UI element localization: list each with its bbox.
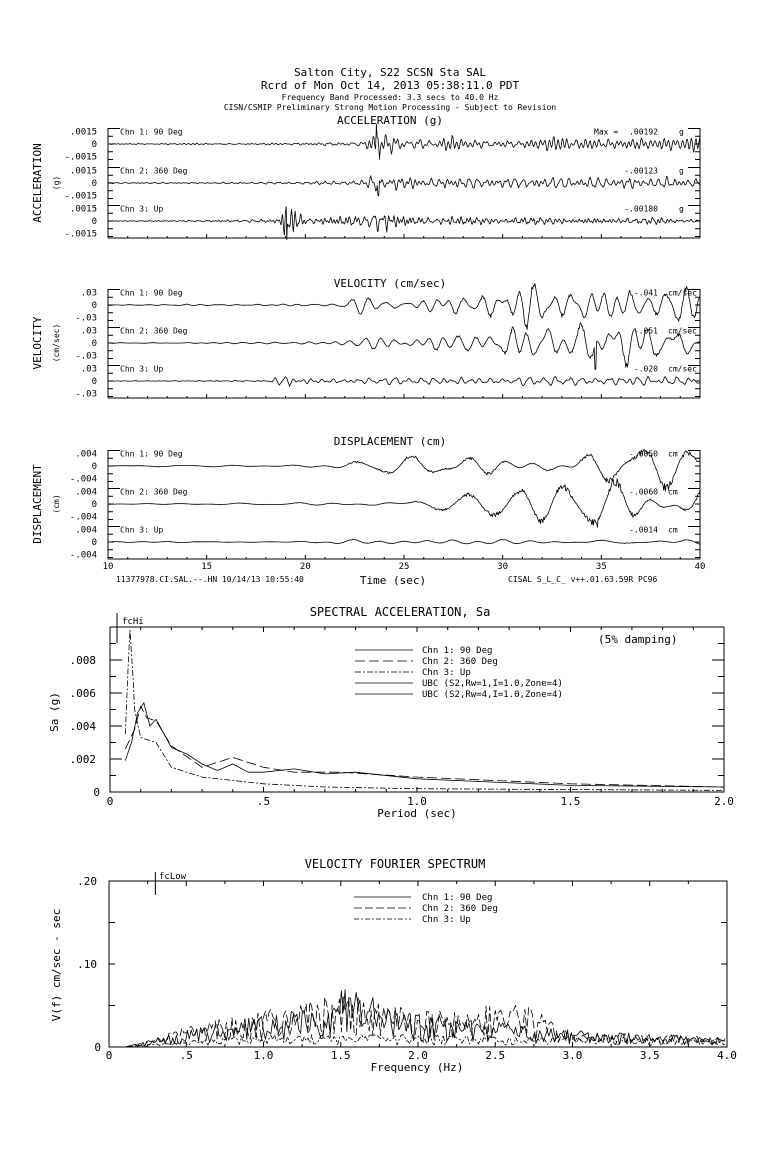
velocity-y-tick-label: .03 [80, 288, 97, 299]
velocity-yunit: (cm/sec) [52, 323, 61, 363]
acceleration-y-tick-label: -.0015 [64, 152, 97, 163]
displacement-title: DISPLACEMENT (cm) [333, 435, 447, 448]
displacement-channel-label: Chn 3: Up [120, 525, 164, 535]
velocity-trace-chn3 [108, 376, 700, 386]
acceleration-y-tick-label: -.0015 [64, 229, 97, 240]
velocity-peak-unit: cm/sec [668, 326, 697, 336]
velocity-channel-label: Chn 2: 360 Deg [120, 326, 188, 336]
time-tick-label: 20 [299, 562, 311, 572]
fourier-plot-frame [109, 881, 727, 1047]
footer-version: CISAL S_L_C_ v++.01.63.59R PC96 [508, 575, 658, 584]
acceleration-peak-value: .00192 [629, 127, 658, 137]
acceleration-channel-label: Chn 1: 90 Deg [120, 127, 183, 137]
time-tick-label: 40 [694, 562, 706, 572]
footer-record-id: 11377978.CI.SAL.--.HN 10/14/13 10:55:40 [116, 575, 304, 584]
velocity-channel-label: Chn 1: 90 Deg [120, 288, 183, 298]
fourier-y-tick-label: 0 [94, 1041, 101, 1054]
acceleration-y-tick-label: .0015 [69, 204, 97, 215]
fourier-x-tick-label: 2.5 [485, 1049, 506, 1062]
fchi-marker-label: fcHi [122, 617, 144, 627]
displacement-peak-value: -.0060 [629, 487, 658, 497]
velocity-y-tick-label: .03 [80, 364, 97, 375]
displacement-channel-label: Chn 1: 90 Deg [120, 449, 183, 459]
fourier-ylabel: V(f) cm/sec - sec [50, 908, 63, 1022]
displacement-y-tick-label: 0 [91, 462, 97, 472]
fclow-marker-label: fcLow [159, 872, 187, 882]
acceleration-peak-value: -.00180 [624, 204, 658, 214]
spectral-y-tick-label: .006 [69, 687, 96, 700]
acceleration-y-tick-label: .0015 [69, 166, 97, 177]
spectral-legend-label: Chn 2: 360 Deg [422, 657, 498, 667]
fourier-x-tick-label: 1.5 [330, 1049, 351, 1062]
displacement-peak-value: -.0050 [629, 449, 658, 459]
acceleration-y-tick-label: 0 [91, 140, 97, 150]
spectral-legend-label: UBC (S2,Rw=4,I=1.0,Zone=4) [422, 690, 563, 700]
spectral-y-tick-label: .008 [69, 654, 96, 667]
velocity-y-tick-label: 0 [91, 377, 97, 387]
spectral-x-tick-label: 1.5 [560, 795, 581, 808]
acceleration-peak-unit: g [679, 127, 684, 137]
spectral-y-tick-label: .002 [69, 753, 96, 766]
fourier-x-tick-label: 2.0 [408, 1049, 428, 1062]
header-processing-note: CISN/CSMIP Preliminary Strong Motion Processing - Subject to Revision [223, 103, 557, 112]
spectral-title: SPECTRAL ACCELERATION, Sa [309, 605, 491, 619]
spectral-legend-label: UBC (S2,Rw=1,I=1.0,Zone=4) [422, 679, 563, 689]
fourier-legend-label: Chn 1: 90 Deg [422, 893, 493, 903]
spectral-x-tick-label: 1.0 [407, 795, 427, 808]
displacement-y-tick-label: .004 [75, 487, 97, 498]
spectral-legend-label: Chn 3: Up [422, 668, 471, 678]
spectral-curve-chn1 [125, 703, 724, 787]
displacement-trace-chn3 [108, 539, 700, 544]
spectral-curve-chn2 [125, 706, 724, 787]
velocity-ylabel: VELOCITY [31, 316, 44, 370]
velocity-title: VELOCITY (cm/sec) [333, 277, 447, 290]
damping-note: (5% damping) [598, 633, 678, 646]
velocity-peak-value: -.020 [633, 364, 658, 374]
spectral-ylabel: Sa (g) [48, 692, 61, 732]
displacement-peak-unit: cm [668, 487, 678, 497]
velocity-y-tick-label: 0 [91, 339, 97, 349]
velocity-peak-unit: cm/sec [668, 288, 697, 298]
displacement-y-tick-label: -.004 [69, 550, 97, 561]
spectral-xlabel: Period (sec) [377, 807, 457, 820]
fourier-x-tick-label: 1.0 [253, 1049, 274, 1062]
fourier-legend-label: Chn 3: Up [422, 915, 471, 925]
header-frequency-band: Frequency Band Processed: 3.3 secs to 40.0 Hz [281, 93, 499, 102]
time-tick-label: 35 [595, 562, 607, 572]
max-label: Max = [594, 127, 619, 137]
displacement-channel-label: Chn 2: 360 Deg [120, 487, 188, 497]
spectral-x-tick-label: .5 [256, 795, 271, 808]
velocity-y-tick-label: -.03 [75, 313, 97, 324]
velocity-peak-value: -.041 [633, 288, 658, 298]
fourier-x-tick-label: 0 [105, 1049, 113, 1062]
displacement-y-tick-label: .004 [75, 525, 97, 536]
acceleration-ylabel: ACCELERATION [31, 143, 44, 223]
displacement-y-tick-label: .004 [75, 449, 97, 460]
displacement-y-tick-label: 0 [91, 500, 97, 510]
time-tick-label: 10 [102, 562, 114, 572]
velocity-trace-chn2 [108, 323, 700, 370]
time-tick-label: 30 [497, 562, 509, 572]
acceleration-y-tick-label: 0 [91, 179, 97, 189]
fourier-xlabel: Frequency (Hz) [370, 1061, 464, 1074]
velocity-y-tick-label: 0 [91, 301, 97, 311]
header-station: Salton City, S22 SCSN Sta SAL [293, 66, 487, 79]
acceleration-channel-label: Chn 3: Up [120, 204, 164, 214]
spectral-y-tick-label: 0 [93, 786, 100, 799]
acceleration-yunit: (g) [52, 175, 61, 191]
acceleration-channel-label: Chn 2: 360 Deg [120, 166, 188, 176]
displacement-peak-unit: cm [668, 525, 678, 535]
acceleration-y-tick-label: -.0015 [64, 191, 97, 202]
displacement-y-tick-label: -.004 [69, 512, 97, 523]
displacement-trace-chn2 [108, 479, 700, 528]
displacement-y-tick-label: -.004 [69, 474, 97, 485]
velocity-trace-chn1 [108, 284, 700, 330]
acceleration-peak-unit: g [679, 204, 684, 214]
fourier-x-tick-label: 3.5 [639, 1049, 660, 1062]
fourier-y-tick-label: .20 [77, 875, 97, 888]
header-record-time: Rcrd of Mon Oct 14, 2013 05:38:11.0 PDT [260, 79, 520, 92]
velocity-peak-unit: cm/sec [668, 364, 697, 374]
velocity-y-tick-label: -.03 [75, 389, 97, 400]
acceleration-y-tick-label: 0 [91, 217, 97, 227]
spectral-y-tick-label: .004 [69, 720, 96, 733]
fourier-y-tick-label: .10 [77, 958, 97, 971]
displacement-y-tick-label: 0 [91, 538, 97, 548]
acceleration-peak-value: -.00123 [624, 166, 658, 176]
acceleration-title: ACCELERATION (g) [337, 114, 443, 127]
velocity-channel-label: Chn 3: Up [120, 364, 164, 374]
acceleration-y-tick-label: .0015 [69, 127, 97, 138]
time-xlabel: Time (sec) [359, 574, 427, 587]
fourier-legend-label: Chn 2: 360 Deg [422, 904, 498, 914]
acceleration-trace-chn2 [108, 176, 700, 196]
velocity-y-tick-label: -.03 [75, 351, 97, 362]
time-tick-label: 25 [398, 562, 410, 572]
velocity-y-tick-label: .03 [80, 326, 97, 337]
spectral-x-tick-label: 2.0 [714, 795, 734, 808]
displacement-ylabel: DISPLACEMENT [31, 464, 44, 544]
displacement-peak-value: -.0014 [629, 525, 658, 535]
acceleration-peak-unit: g [679, 166, 684, 176]
time-tick-label: 15 [201, 562, 213, 572]
velocity-peak-value: -.051 [633, 326, 658, 336]
spectral-legend-label: Chn 1: 90 Deg [422, 646, 493, 656]
fourier-x-tick-label: 4.0 [717, 1049, 737, 1062]
spectral-x-tick-label: 0 [106, 795, 114, 808]
displacement-yunit: (cm) [52, 494, 61, 514]
fourier-x-tick-label: .5 [179, 1049, 193, 1062]
displacement-peak-unit: cm [668, 449, 678, 459]
fourier-x-tick-label: 3.0 [562, 1049, 583, 1062]
fourier-title: VELOCITY FOURIER SPECTRUM [304, 857, 486, 871]
